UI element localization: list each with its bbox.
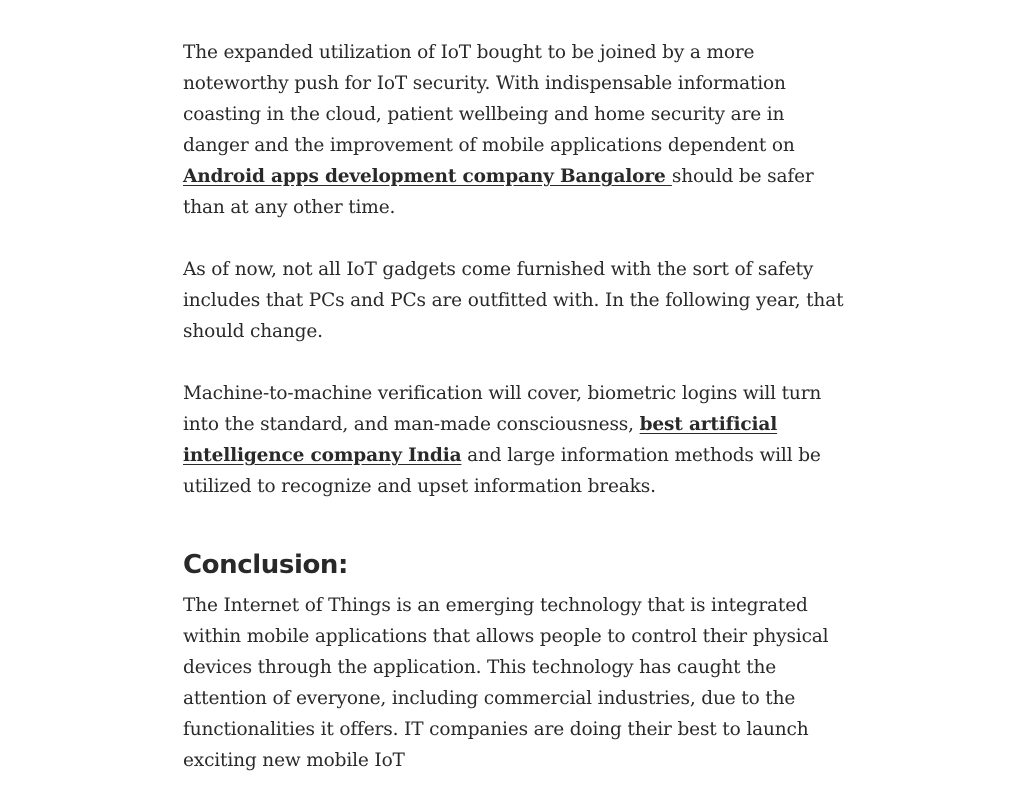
paragraph-text: and large information methods will be utilized to recognize and upset information breaks. (183, 445, 821, 497)
article-body (183, 37, 848, 776)
paragraph-iot-gadgets (183, 254, 848, 347)
paragraph-text: As of now, not all IoT gadgets come furnished with the sort of safety includes that PCs and PCs are outfitted with. In the following year, that should change. (183, 259, 844, 342)
android-apps-link[interactable]: Android apps development company Bangalore (183, 166, 672, 187)
ai-company-link[interactable]: best artificial intelligence company India (183, 414, 778, 466)
paragraph-text: The expanded utilization of IoT bought to be joined by a more noteworthy push for IoT security. With indispensable information coasting in the cloud, patient wellbeing and home security are in danger and the improvement of mobile applications dependent on (183, 42, 795, 156)
paragraph-text: Machine-to-machine verification will cover, biometric logins will turn into the standard, and man-made consciousness, (183, 383, 822, 435)
paragraph-iot-security (183, 37, 848, 223)
paragraph-machine-verification (183, 378, 848, 502)
paragraph-text: should be safer than at any other time. (183, 166, 814, 218)
paragraph-conclusion: The Internet of Things is an emerging technology that is integrated within mobile applications that allows people to control their physical devices through the application. This technology has caught the attention of everyone, including commercial industries, due to the functionalities it offers. IT companies are doing their best to launch exciting new mobile IoT (183, 595, 829, 771)
conclusion-heading: Conclusion: (183, 550, 349, 580)
